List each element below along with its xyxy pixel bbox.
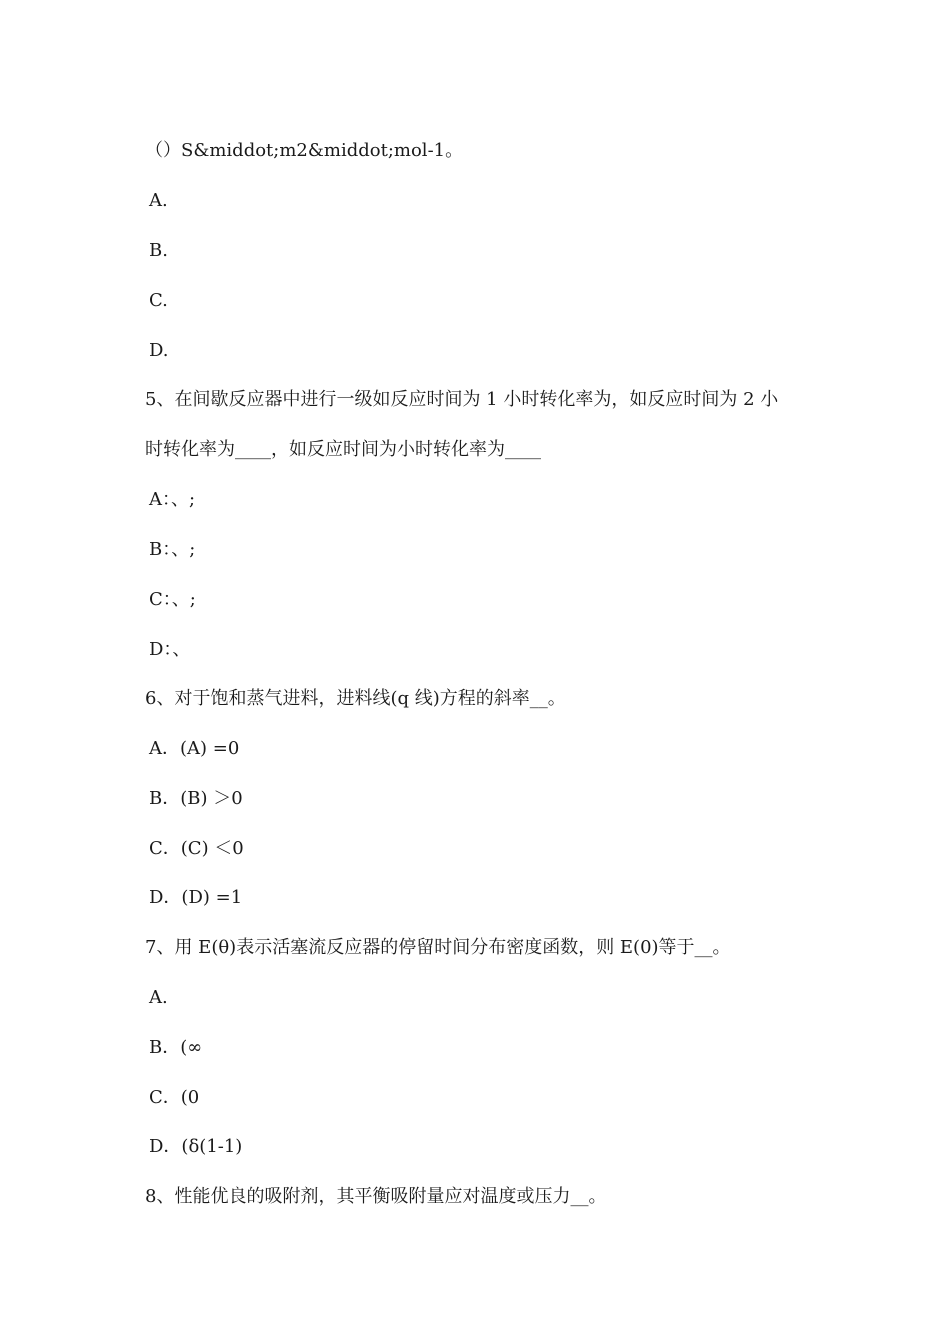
q7-option-c: C．(0 xyxy=(149,1087,200,1108)
q5-stem-line2: 时转化率为____，如反应时间为小时转化率为____ xyxy=(145,439,541,460)
q7-option-d: D．(δ(1-1) xyxy=(149,1136,243,1157)
q5-option-a: A：、; xyxy=(149,489,196,510)
q6-option-d: D．(D) =1 xyxy=(149,887,243,908)
q4-option-d: D. xyxy=(149,340,169,361)
q4-option-b: B. xyxy=(149,240,168,261)
q5-stem-line1: 5、在间歇反应器中进行一级如反应时间为 1 小时转化率为，如反应时间为 2 小 xyxy=(145,389,779,410)
q6-option-a: A．(A) =0 xyxy=(149,738,240,759)
q4-stem-tail: （）S&middot;m2&middot;mol-1。 xyxy=(145,140,464,161)
q6-option-c: C．(C) ＜0 xyxy=(149,838,244,859)
q6-stem: 6、对于饱和蒸气进料，进料线(q 线)方程的斜率__。 xyxy=(145,688,566,709)
q7-option-b: B．(∞ xyxy=(149,1037,203,1058)
q4-option-c: C. xyxy=(149,290,168,311)
q5-option-c: C：、; xyxy=(149,589,196,610)
q4-option-a: A. xyxy=(149,190,168,211)
q5-option-d: D：、 xyxy=(149,639,191,660)
q7-stem: 7、用 E(θ)表示活塞流反应器的停留时间分布密度函数，则 E(0)等于__。 xyxy=(145,937,731,958)
q8-stem: 8、性能优良的吸附剂，其平衡吸附量应对温度或压力__。 xyxy=(145,1186,607,1207)
q5-option-b: B：、; xyxy=(149,539,196,560)
q7-option-a: A. xyxy=(149,987,168,1008)
q6-option-b: B．(B) ＞0 xyxy=(149,788,243,809)
